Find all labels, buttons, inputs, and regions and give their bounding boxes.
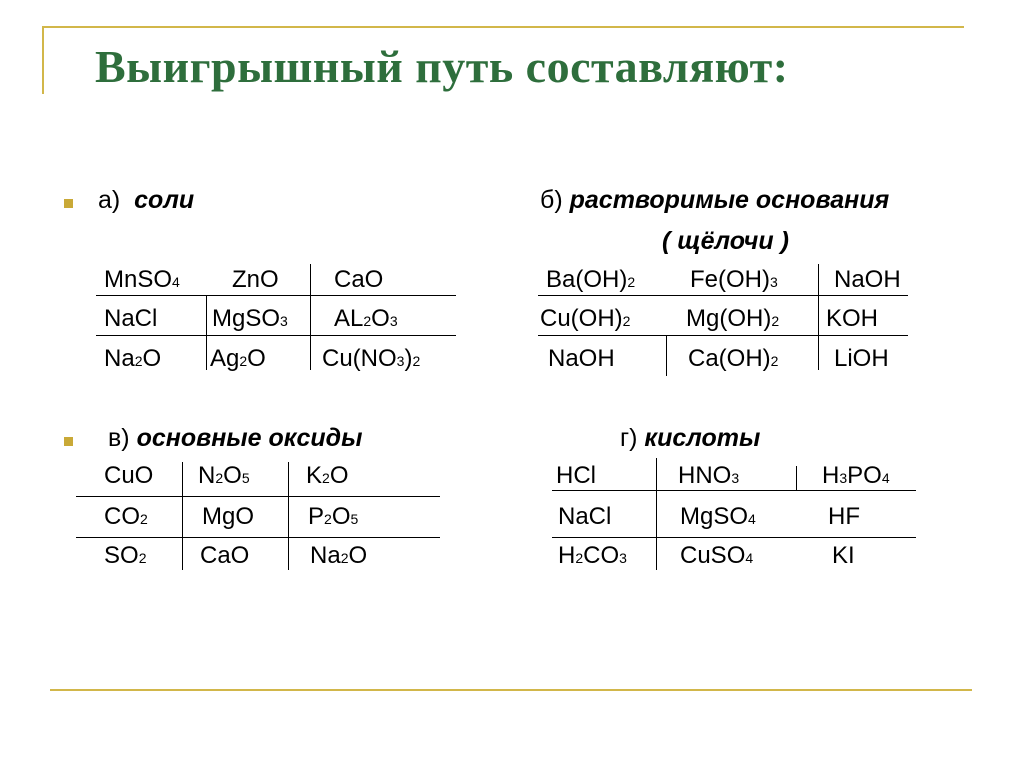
bottom-rule <box>50 689 972 691</box>
cell: Na2O <box>104 345 162 372</box>
section-b-sublabel-text: ( щёлочи ) <box>662 227 789 255</box>
table-rule <box>182 462 183 570</box>
section-b-heading <box>540 186 889 215</box>
cell: H3PO4 <box>822 462 890 489</box>
table-rule <box>796 466 797 490</box>
cell: CaO <box>200 542 250 569</box>
table-rule <box>96 295 456 296</box>
cell: MgSO4 <box>680 503 756 530</box>
page-title: Выигрышный путь составляют: <box>95 41 789 92</box>
table-rule <box>206 296 207 370</box>
section-b-label: растворимые основания <box>569 186 890 214</box>
cell: NaCl <box>104 305 158 332</box>
section-v-prefix: в) <box>108 424 130 452</box>
cell: MgO <box>202 503 255 530</box>
cell: P2O5 <box>308 503 359 530</box>
cell: Ba(OH)2 <box>546 266 636 293</box>
cell: KOH <box>826 305 879 332</box>
section-b-sublabel <box>662 227 789 256</box>
cell: Ca(OH)2 <box>688 345 779 372</box>
cell: H2CO3 <box>558 542 627 569</box>
table-rule <box>818 264 819 370</box>
section-g-label: кислоты <box>644 424 761 452</box>
cell: Mg(OH)2 <box>686 305 780 332</box>
section-v-heading <box>108 424 362 453</box>
cell: KI <box>832 542 855 569</box>
cell: NaOH <box>548 345 615 372</box>
cell: HCl <box>556 462 596 489</box>
section-g-heading <box>620 424 760 453</box>
section-a-prefix: а) <box>98 186 121 214</box>
table-rule <box>538 335 908 336</box>
table-rule <box>552 490 916 491</box>
cell: AL2O3 <box>334 305 398 332</box>
section-a-label: соли <box>134 186 195 214</box>
table-rule <box>656 458 657 570</box>
cell: NaOH <box>834 266 901 293</box>
table-rule <box>288 462 289 570</box>
cell: NaCl <box>558 503 612 530</box>
bullet-icon <box>64 199 73 208</box>
cell: CO2 <box>104 503 148 530</box>
table-rule <box>666 336 667 376</box>
cell: N2O5 <box>198 462 250 489</box>
table-rule <box>310 264 311 370</box>
cell: Cu(OH)2 <box>540 305 631 332</box>
cell: HF <box>828 503 860 530</box>
cell: LiOH <box>834 345 889 372</box>
table-rule <box>96 335 456 336</box>
cell: K2O <box>306 462 349 489</box>
cell: ZnO <box>232 266 279 293</box>
cell: Cu(NO3)2 <box>322 345 421 372</box>
cell: HNO3 <box>678 462 740 489</box>
table-rule <box>538 295 908 296</box>
section-g-prefix: г) <box>620 424 638 452</box>
table-rule <box>76 537 440 538</box>
cell: CuSO4 <box>680 542 754 569</box>
cell: CaO <box>334 266 384 293</box>
cell: SO2 <box>104 542 147 569</box>
table-rule <box>552 537 916 538</box>
cell: Fe(OH)3 <box>690 266 778 293</box>
bullet-icon <box>64 437 73 446</box>
section-a-heading <box>98 186 194 215</box>
table-rule <box>76 496 440 497</box>
cell: Na2O <box>310 542 368 569</box>
cell: MgSO3 <box>212 305 288 332</box>
section-v-label: основные оксиды <box>136 424 363 452</box>
left-rule <box>42 26 44 94</box>
cell: MnSO4 <box>104 266 180 293</box>
section-b-prefix: б) <box>540 186 563 214</box>
cell: Ag2O <box>210 345 266 372</box>
top-rule <box>42 26 964 28</box>
cell: CuO <box>104 462 154 489</box>
